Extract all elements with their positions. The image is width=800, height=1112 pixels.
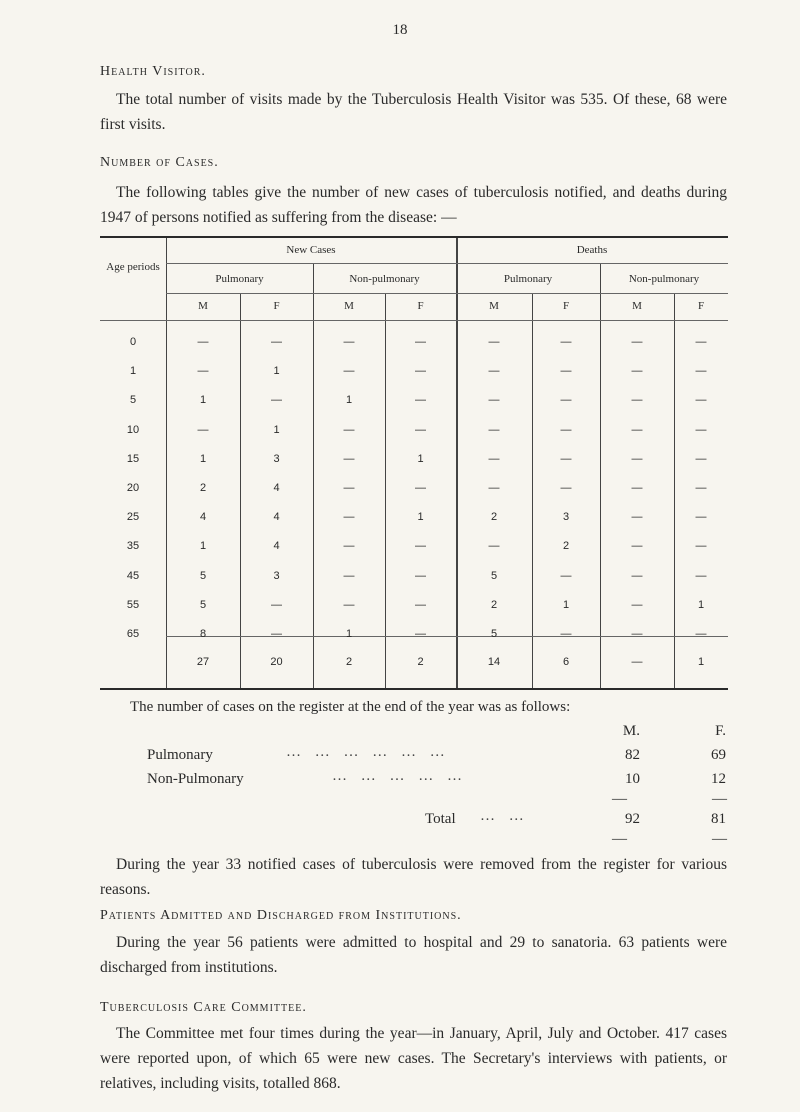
table-cell: — [560,394,572,407]
table-cell: — [631,423,643,436]
table-cell: — [415,598,426,611]
health-visitor-heading: Health Visitor. [100,64,206,79]
table-vline [600,264,601,688]
table-cell: — [415,394,426,407]
table-cell: — [560,452,572,465]
table-cell: — [343,336,355,348]
table-cell: — [343,569,355,582]
table-cell: — [695,628,707,640]
table-cell: — [560,336,572,348]
table-cell: — [197,365,209,378]
sex-header: M [632,300,642,312]
register-row-label: Non-Pulmonary [147,771,244,787]
table-cell: — [631,511,643,524]
register-col-m: M. [622,723,640,739]
table-cell: — [560,482,572,494]
age-period-cell: 65 [126,628,140,640]
table-cell: 1 [417,511,424,524]
table-cell: 1 [273,365,280,378]
institutions-text: During the year 56 patients were admitted to hospital and 29 to sanatoria. 63 patients were discharged from institutions. [100,934,727,976]
table-cell: — [560,628,572,640]
table-cell: — [343,452,355,465]
subgroup-header: Pulmonary [503,273,553,285]
register-dash: — [712,791,727,807]
sex-header: M [489,300,499,312]
table-cell: 3 [273,569,280,582]
table-cell: 4 [199,511,207,524]
table-cell: — [488,482,500,494]
table-cell: — [560,365,572,378]
number-of-cases-heading: Number of Cases. [100,155,219,170]
age-period-cell: 10 [126,423,140,436]
table-header-rule [166,293,728,294]
table-cell: 5 [199,569,207,582]
table-cell: 3 [562,511,570,524]
table-cell: — [415,365,426,378]
table-bottom-rule [100,688,728,690]
table-cell: — [488,423,500,436]
table-cell: — [560,569,572,582]
table-cell: 2 [562,540,570,553]
table-cell: — [560,423,572,436]
page-number: 18 [392,22,408,38]
subgroup-header: Non-pulmonary [628,273,700,285]
age-period-cell: 45 [126,569,140,582]
table-cell: — [343,423,355,436]
table-cell: 1 [199,394,207,407]
table-vline [313,264,314,688]
sex-header: F [417,300,424,312]
table-cell: 1 [345,628,353,640]
table-cell: — [197,423,209,436]
institutions-heading: Patients Admitted and Discharged from Institutions. [100,908,462,923]
number-of-cases-text: The following tables give the number of new cases of tuberculosis notified, and deaths during 1947 of persons notified as suffering from the disease: — [100,184,727,226]
table-cell: — [415,482,426,494]
register-intro: The number of cases on the register at the end of the year was as follows: [130,699,571,715]
table-total-cell: 27 [196,656,210,668]
register-total-label: Total [425,811,456,827]
table-cell: 2 [490,598,498,611]
age-periods-header: Age periods [106,261,160,273]
table-cell: — [695,423,707,436]
register-value: 12 [711,771,726,787]
table-cell: 2 [490,511,498,524]
subgroup-header: Non-pulmonary [349,273,420,285]
table-cell: — [631,336,643,348]
health-visitor-text: The total number of visits made by the Tuberculosis Health Visitor was 535. Of these, 68 were first visits. [100,91,727,133]
table-cell: 2 [199,482,207,494]
committee-text: The Committee met four times during the year—in January, April, July and October. 417 cases were reported upon, of which 65 were new cases. The Secretary's interviews with patients, or relatives, including visits, totalled 868. [100,1025,727,1092]
table-cell: 1 [417,452,424,465]
table-header-rule [100,320,728,321]
register-value: 10 [625,771,640,787]
table-cell: — [415,423,426,436]
sex-header: F [273,300,280,312]
table-cell: — [631,598,643,611]
table-cell: — [343,598,355,611]
table-cell: — [631,628,643,640]
table-cell: — [695,511,707,524]
age-period-cell: 1 [129,365,137,378]
table-total-cell: — [631,656,643,668]
table-cell: — [631,482,643,494]
table-cell: — [488,540,500,553]
table-cell: — [343,482,355,494]
leader-dots: … … … … … [332,768,467,784]
table-cell: 5 [199,598,207,611]
table-cell: — [488,365,500,378]
cases-table [100,236,728,690]
table-cell: — [631,569,643,582]
register-value: 69 [711,747,726,763]
age-period-cell: 0 [129,336,137,348]
age-period-cell: 15 [126,452,140,465]
table-cell: — [415,628,426,640]
table-cell: — [488,336,500,348]
table-cell: — [695,365,707,378]
table-cell: 1 [345,394,353,407]
table-cell: — [415,540,426,553]
register-col-f: F. [715,723,726,739]
sex-header: M [344,300,354,312]
table-cell: — [695,569,707,582]
age-period-cell: 55 [126,598,140,611]
leader-dots: … … [480,808,529,824]
table-cell: — [415,336,426,348]
sex-header: M [198,300,208,312]
table-total-cell: 2 [417,656,424,668]
register-total-f: 81 [711,811,726,827]
table-total-cell: 14 [487,656,501,668]
table-cell: 1 [697,598,705,611]
sex-header: F [697,300,705,312]
table-cell: — [631,540,643,553]
group-header-new-cases: New Cases [286,244,336,256]
table-total-cell: 20 [270,656,283,668]
table-cell: — [415,569,426,582]
table-cell: — [271,598,282,611]
table-cell: — [343,540,355,553]
age-period-cell: 25 [126,511,140,524]
sex-header: F [562,300,570,312]
register-dash: — [712,831,727,847]
table-cell: 1 [562,598,570,611]
table-total-cell: 1 [697,656,705,668]
table-cell: 4 [273,511,280,524]
subgroup-header: Pulmonary [215,273,264,285]
table-cell: 4 [273,540,280,553]
table-cell: — [271,394,282,407]
table-cell: 1 [199,452,207,465]
table-cell: — [695,452,707,465]
table-cell: — [695,394,707,407]
table-cell: — [488,394,500,407]
table-cell: — [695,336,707,348]
table-cell: — [695,482,707,494]
table-header-rule [166,263,728,264]
table-cell: 5 [490,628,498,640]
table-cell: 4 [273,482,280,494]
register-dash: — [612,791,627,807]
age-period-cell: 20 [126,482,140,494]
table-cell: — [343,511,355,524]
table-cell: — [488,452,500,465]
table-cell: — [271,336,282,348]
removed-text: During the year 33 notified cases of tuberculosis were removed from the register for various reasons. [100,856,727,898]
group-header-deaths: Deaths [576,244,608,256]
table-cell: 8 [199,628,207,640]
table-cell: — [631,394,643,407]
table-cell: — [343,365,355,378]
table-cell: — [631,365,643,378]
table-total-cell: 6 [562,656,570,668]
age-period-cell: 5 [129,394,137,407]
table-total-cell: 2 [345,656,353,668]
register-total-m: 92 [625,811,640,827]
register-dash: — [612,831,627,847]
register-row-label: Pulmonary [147,747,213,763]
table-cell: 1 [273,423,280,436]
table-cell: 3 [273,452,280,465]
table-cell: — [197,336,209,348]
register-value: 82 [625,747,640,763]
table-top-rule [100,236,728,238]
table-cell: 1 [199,540,207,553]
table-cell: — [271,628,282,640]
age-period-cell: 35 [126,540,140,553]
committee-heading: Tuberculosis Care Committee. [100,1000,307,1015]
table-cell: — [695,540,707,553]
leader-dots: … … … … … … [286,744,450,760]
table-cell: 5 [490,569,498,582]
table-cell: — [631,452,643,465]
